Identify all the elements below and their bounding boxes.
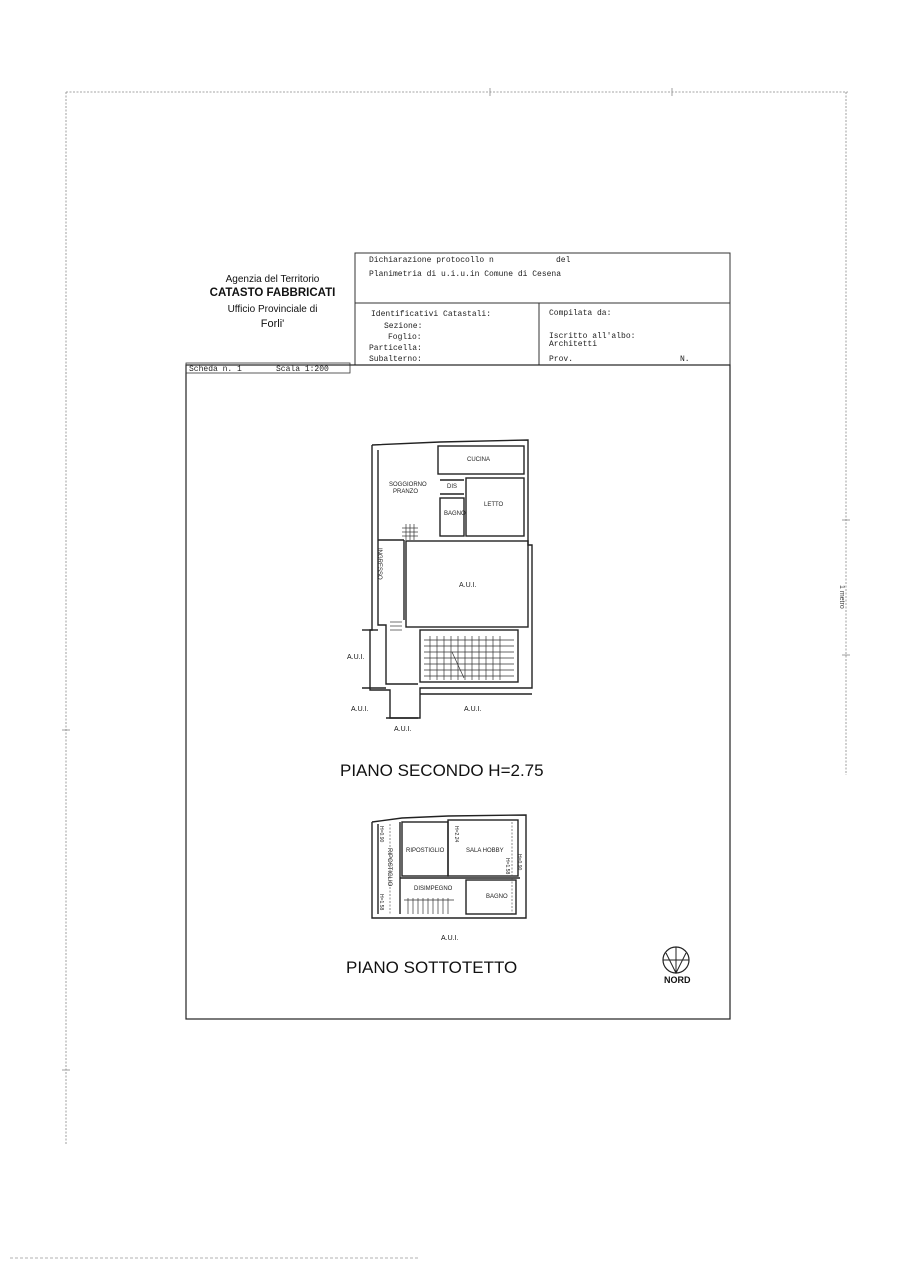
- scala-label: Scala 1:200: [276, 365, 329, 374]
- albo-value: Architetti: [549, 340, 598, 349]
- room-aui-center: A.U.I.: [459, 582, 477, 589]
- room-bagno: BAGNO: [444, 511, 466, 517]
- dichiarazione-label: Dichiarazione protocollo n: [369, 256, 494, 265]
- attic-bagno: BAGNO: [486, 894, 508, 900]
- scheda-label: Scheda n. 1: [189, 365, 242, 374]
- aui-bottom: A.U.I.: [394, 726, 412, 733]
- attic-title: PIANO SOTTOTETTO: [346, 958, 518, 977]
- room-soggiorno: SOGGIORNO: [389, 482, 427, 488]
- attic-disimpegno: DISIMPEGNO: [414, 886, 453, 892]
- aui-left-lower: A.U.I.: [351, 706, 369, 713]
- attic-height-5: H=1.58: [378, 894, 384, 911]
- attic-ripostiglio: RIPOSTIGLIO: [406, 848, 445, 854]
- room-ingresso: INGRESSO: [376, 548, 382, 580]
- planimetria-label: Planimetria di u.i.u.in Comune di Cesena: [369, 270, 562, 279]
- foglio-label: Foglio:: [388, 333, 422, 342]
- side-note: 1 metro: [838, 585, 845, 609]
- n-label: N.: [680, 355, 690, 364]
- floor2-title: PIANO SECONDO H=2.75: [340, 761, 544, 780]
- attic-height-4: H=0.90: [516, 854, 522, 871]
- subalterno-label: Subalterno:: [369, 355, 422, 364]
- prov-label: Prov.: [549, 355, 574, 364]
- attic-height-3: H=1.58: [504, 858, 510, 875]
- aui-right-lower: A.U.I.: [464, 706, 482, 713]
- del-label: del: [556, 256, 571, 265]
- compilata-label: Compilata da:: [549, 309, 612, 318]
- agency-name: Agenzia del Territorio: [225, 274, 320, 285]
- agency-office: Ufficio Provinciale di: [227, 304, 318, 315]
- sezione-label: Sezione:: [384, 322, 423, 331]
- agency-province: Forli': [260, 318, 285, 330]
- room-pranzo: PRANZO: [393, 489, 419, 495]
- attic-height-1: H=0.90: [378, 826, 384, 843]
- attic-sala-hobby: SALA HOBBY: [466, 848, 504, 854]
- particella-label: Particella:: [369, 344, 422, 353]
- room-letto: LETTO: [484, 502, 504, 508]
- attic-ripostiglio-vertical: RIPOSTIGLIO: [386, 848, 392, 887]
- iscritto-label: Iscritto all'albo:: [549, 332, 636, 341]
- aui-left-upper: A.U.I.: [347, 654, 365, 661]
- attic-aui: A.U.I.: [441, 935, 459, 942]
- agency-catasto: CATASTO FABBRICATI: [209, 287, 336, 299]
- compass-label: NORD: [664, 975, 691, 985]
- identificativi-label: Identificativi Catastali:: [371, 310, 492, 319]
- north-compass-icon: [658, 945, 694, 977]
- attic-height-2: H=2.24: [453, 826, 459, 843]
- room-cucina: CUCINA: [467, 457, 491, 463]
- room-dis: DIS: [447, 484, 458, 490]
